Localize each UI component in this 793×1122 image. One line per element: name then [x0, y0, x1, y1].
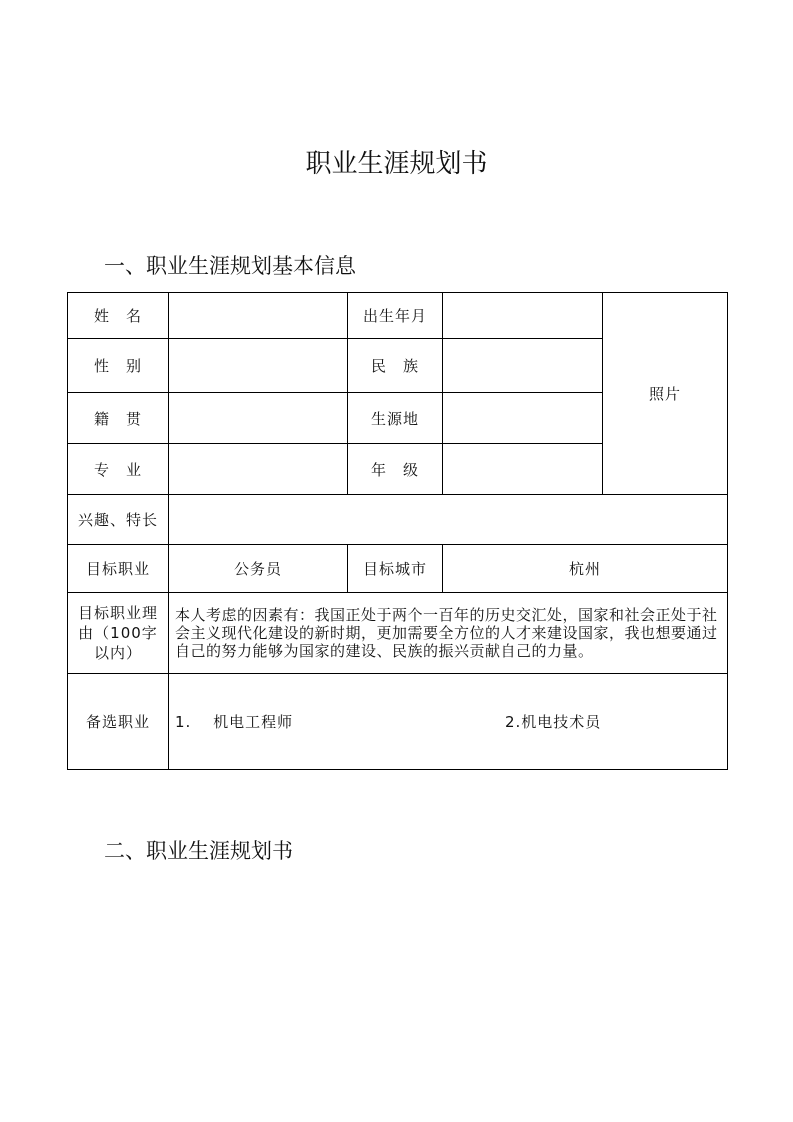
native-place-field[interactable] [169, 393, 348, 444]
ethnicity-label: 民 族 [348, 339, 443, 393]
birth-label: 出生年月 [348, 293, 443, 339]
origin-label: 生源地 [348, 393, 443, 444]
hobby-label: 兴趣、特长 [68, 495, 169, 545]
hobby-field[interactable] [169, 495, 728, 545]
major-field[interactable] [169, 444, 348, 495]
ethnicity-field[interactable] [443, 339, 603, 393]
gender-label: 性 别 [68, 339, 169, 393]
reason-label: 目标职业理由（100字以内） [68, 593, 169, 674]
gender-field[interactable] [169, 339, 348, 393]
section-heading-plan: 二、职业生涯规划书 [104, 839, 293, 863]
photo-cell[interactable]: 照片 [603, 293, 728, 495]
native-place-label: 籍 贯 [68, 393, 169, 444]
alt-jobs-cell[interactable] [169, 674, 728, 770]
alt-job-label: 备选职业 [68, 674, 169, 770]
target-city-value[interactable]: 杭州 [443, 545, 728, 593]
grade-field[interactable] [443, 444, 603, 495]
target-city-label: 目标城市 [348, 545, 443, 593]
alt-job-1: 1. 机电工程师 [175, 713, 294, 731]
section-heading-basic-info: 一、职业生涯规划基本信息 [104, 254, 356, 278]
birth-field[interactable] [443, 293, 603, 339]
reason-value[interactable]: 本人考虑的因素有：我国正处于两个一百年的历史交汇处，国家和社会正处于社会主义现代化建设的新时期，更加需要全方位的人才来建设国家，我也想要通过自己的努力能够为国家的建设、民族的振兴贡献自己的力量。 [169, 593, 728, 674]
major-label: 专 业 [68, 444, 169, 495]
document-title: 职业生涯规划书 [305, 149, 488, 179]
target-job-value[interactable]: 公务员 [169, 545, 348, 593]
target-job-label: 目标职业 [68, 545, 169, 593]
grade-label: 年 级 [348, 444, 443, 495]
origin-field[interactable] [443, 393, 603, 444]
basic-info-table [67, 292, 728, 770]
name-label: 姓 名 [68, 293, 169, 339]
alt-job-2: 2.机电技术员 [505, 713, 602, 731]
name-field[interactable] [169, 293, 348, 339]
